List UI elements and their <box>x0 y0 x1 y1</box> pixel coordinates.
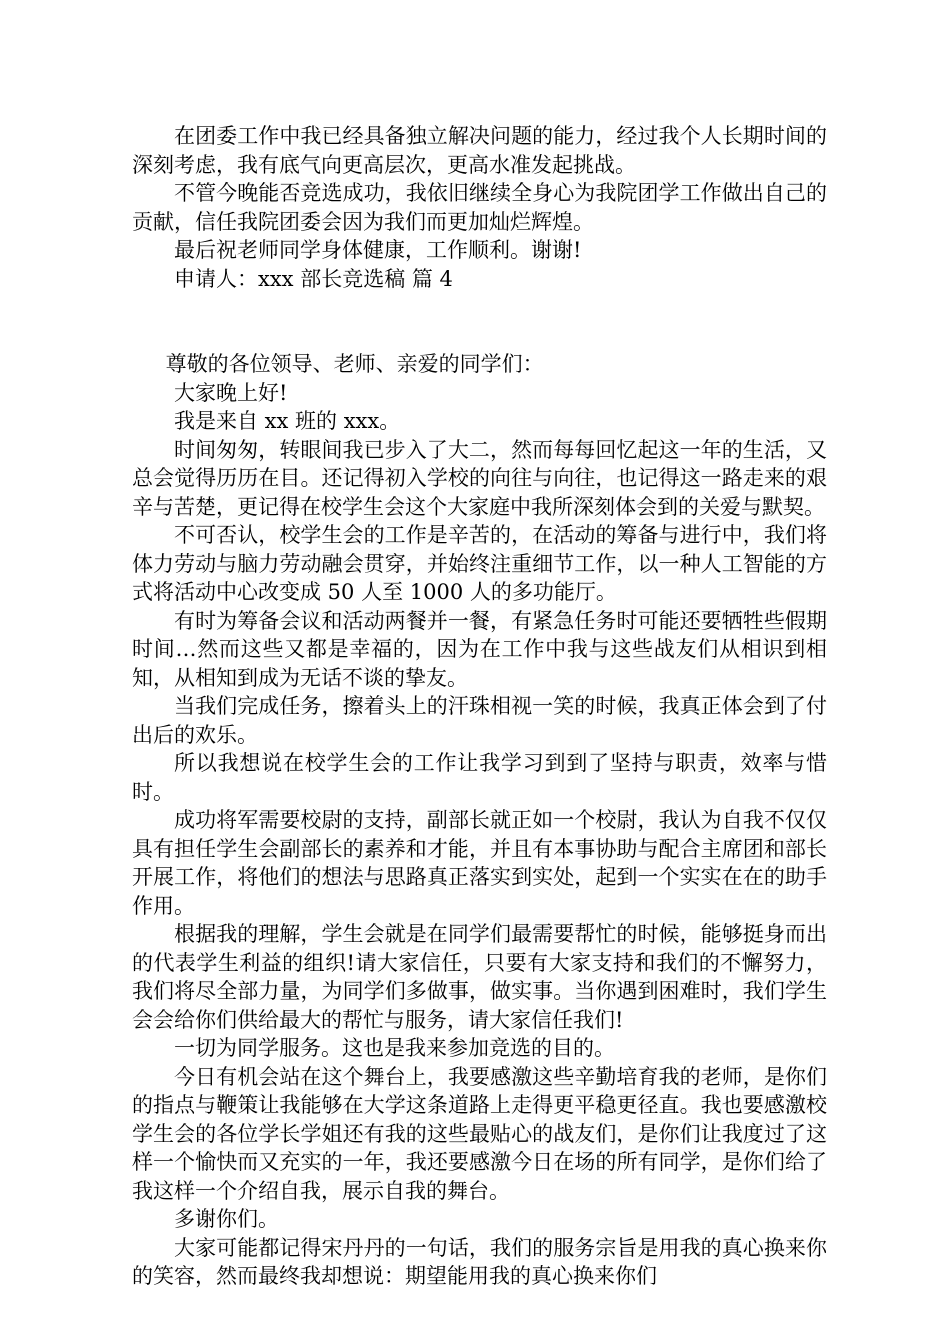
paragraph: 所以我想说在校学生会的工作让我学习到到了坚持与职责，效率与惜时。 <box>132 751 827 804</box>
paragraph: 多谢你们。 <box>174 1207 279 1231</box>
paragraph: 在团委工作中我已经具备独立解决问题的能力，经过我个人长期时间的深刻考虑，我有底气向更高层次，更高水准发起挑战。 <box>132 124 827 177</box>
paragraph: 一切为同学服务。这也是我来参加竞选的目的。 <box>174 1036 615 1060</box>
document-body <box>132 122 827 1291</box>
section-heading: 申请人：xxx 部长竞选稿 篇 4 <box>174 266 453 291</box>
paragraph: 当我们完成任务，擦着头上的汗珠相视一笑的时候，我真正体会到了付出后的欢乐。 <box>132 694 827 747</box>
paragraph: 今日有机会站在这个舞台上，我要感激这些辛勤培育我的老师，是你们的指点与鞭策让我能够在大学这条道路上走得更平稳更径直。我也要感激校学生会的各位学长学姐还有我的这些最贴心的战友们，是你们让我度过了这样一个愉快而又充实的一年，我还要感激今日在场的所有同学，是你们给了我这样一个介绍自我，展示自我的舞台。 <box>132 1064 827 1203</box>
paragraph: 有时为筹备会议和活动两餐并一餐，有紧急任务时可能还要牺牲些假期时间…然而这些又都是幸福的，因为在工作中我与这些战友们从相识到相知，从相知到成为无话不谈的挚友。 <box>132 608 827 690</box>
paragraph: 不可否认，校学生会的工作是辛苦的，在活动的筹备与进行中，我们将体力劳动与脑力劳动融会贯穿，并始终注重细节工作，以一种人工智能的方式将活动中心改变成 50 人至 1000 人的多功能厅。 <box>132 523 827 604</box>
paragraph: 大家晚上好! <box>174 380 288 405</box>
paragraph: 最后祝老师同学身体健康，工作顺利。谢谢! <box>174 238 582 262</box>
paragraph: 大家可能都记得宋丹丹的一句话，我们的服务宗旨是用我的真心换来你的笑容，然而最终我却想说：期望能用我的真心换来你们 <box>132 1235 827 1288</box>
salutation: 尊敬的各位领导、老师、亲爱的同学们： <box>165 352 544 376</box>
paragraph: 成功将军需要校尉的支持，副部长就正如一个校尉，我认为自我不仅仅具有担任学生会副部长的素养和才能，并且有本事协助与配合主席团和部长开展工作，将他们的想法与思路真正落实到实处，起到一个实实在在的助手作用。 <box>132 808 827 918</box>
paragraph: 我是来自 xx 班的 xxx。 <box>174 409 401 433</box>
section-gap <box>132 293 827 350</box>
paragraph: 不管今晚能否竞选成功，我依旧继续全身心为我院团学工作做出自己的贡献，信任我院团委会因为我们而更加灿烂辉煌。 <box>132 181 827 234</box>
paragraph: 根据我的理解，学生会就是在同学们最需要帮忙的时候，能够挺身而出的代表学生利益的组织!请大家信任，只要有大家支持和我们的不懈努力，我们将尽全部力量，为同学们多做事，做实事。当你遇到困难时，我们学生会会给你们供给最大的帮忙与服务，请大家信任我们! <box>132 922 827 1032</box>
paragraph: 时间匆匆，转眼间我已步入了大二，然而每每回忆起这一年的生活，又总会觉得历历在目。还记得初入学校的向往与向往，也记得这一路走来的艰辛与苦楚，更记得在校学生会这个大家庭中我所深刻体会到的关爱与默契。 <box>132 437 827 519</box>
